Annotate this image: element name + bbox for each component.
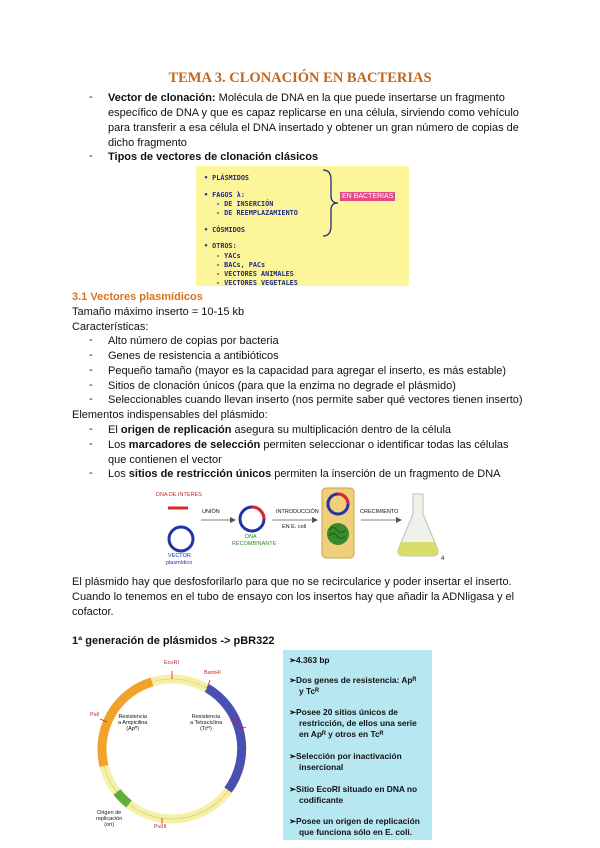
bullet-dash: - bbox=[89, 150, 93, 162]
chromosome bbox=[327, 523, 349, 545]
list-item: Los marcadores de selección permiten seleccionar o identificar todas las células que contienen el vector bbox=[108, 439, 509, 466]
pbr322-map: EcoRI BamHI PstI SalI PvuII Resistencia a Ampicilina (Apᴿ) Resistencia a Tetraciclina (Tcᴿ) Origen de replicación (ori) bbox=[90, 656, 250, 842]
cloning-figure: DNA DE INTERÉS UNIÓN INTRODUCCIÓN EN E. coli CRECIMIENTO VECTOR plasmídico DNA RECOMBINANTE 4 bbox=[148, 486, 448, 562]
bullet-dash: - bbox=[89, 91, 93, 103]
section-heading: 3.1 Vectores plasmídicos bbox=[72, 291, 203, 303]
list-item: Los sitios de restricción únicos permiten la inserción de un fragmento de DNA bbox=[108, 468, 501, 480]
tamano-text: Tamaño máximo inserto = 10-15 kb bbox=[72, 306, 245, 318]
feature-item: ➢Posee un origen de replicación que funciona sólo en E. coli. bbox=[289, 816, 420, 837]
feature-item: ➢Posee 20 sitios únicos de restricción, de ellos una serie en Apᴿ y otros en Tcᴿ bbox=[289, 707, 417, 739]
list-item: Genes de resistencia a antibióticos bbox=[108, 350, 279, 362]
list-item: El origen de replicación asegura su multiplicación dentro de la célula bbox=[108, 424, 452, 436]
list-item: Pequeño tamaño (mayor es la capacidad para agregar el inserto, es más estable) bbox=[108, 365, 507, 377]
feature-item: ➢Selección por inactivación insercional bbox=[289, 751, 402, 772]
list-item: Seleccionables cuando llevan inserto (nos permite saber qué vectores tienen inserto) bbox=[108, 394, 523, 406]
paragraph: El plásmido hay que desfosforilarlo para que no se recircularice y poder insertar el inserto. Cuando lo tenemos en el tubo de ensayo con los insertos hay que añadir la ADNligasa y el cofactor. bbox=[72, 576, 515, 618]
elementos-label: Elementos indispensables del plásmido: bbox=[72, 409, 268, 421]
en-bacterias-label: EN BACTERIAS bbox=[342, 193, 394, 200]
pbr322-features bbox=[283, 650, 432, 840]
feature-item: ➢4.363 bp bbox=[289, 655, 330, 665]
vector-definition: Vector de clonación: Molécula de DNA en la que puede insertarse un fragmento específico de DNA y que es capaz replicarse en una célula, sirviendo como vehículo para transferir a esa célula el DNA insertado y obtener un gran número de copias de dicho fragmento bbox=[108, 92, 519, 149]
list-item: Alto número de copias por bacteria bbox=[108, 335, 279, 347]
page-title: TEMA 3. CLONACIÓN EN BACTERIAS bbox=[168, 70, 432, 86]
ori-region bbox=[117, 792, 129, 804]
vector-term: Vector de clonación: bbox=[108, 92, 216, 104]
feature-item: ➢Sitio EcoRI situado en DNA no codificante bbox=[289, 784, 418, 805]
caracteristicas-label: Características: bbox=[72, 321, 149, 333]
tet-resistance-gene bbox=[207, 688, 242, 790]
feature-item: ➢Dos genes de resistencia: Apᴿ y Tcᴿ bbox=[289, 675, 417, 696]
generation-heading: 1ª generación de plásmidos -> pBR322 bbox=[72, 635, 275, 647]
list-item: Sitios de clonación únicos (para que la enzima no degrade el plásmido) bbox=[108, 380, 456, 392]
tipos-heading: Tipos de vectores de clonación clásicos bbox=[108, 151, 319, 163]
brace-icon bbox=[321, 168, 341, 238]
vector-plasmid bbox=[169, 527, 193, 551]
vector-types-figure: • PLÁSMIDOS • FAGOS λ: - DE INSERCIÓN - DE REEMPLAZAMIENTO • CÓSMIDOS • OTROS: - YACs - BACs, PACs - VECTORES ANIMALES - VECTORES VEGETALES EN BACTERIAS bbox=[196, 166, 409, 286]
